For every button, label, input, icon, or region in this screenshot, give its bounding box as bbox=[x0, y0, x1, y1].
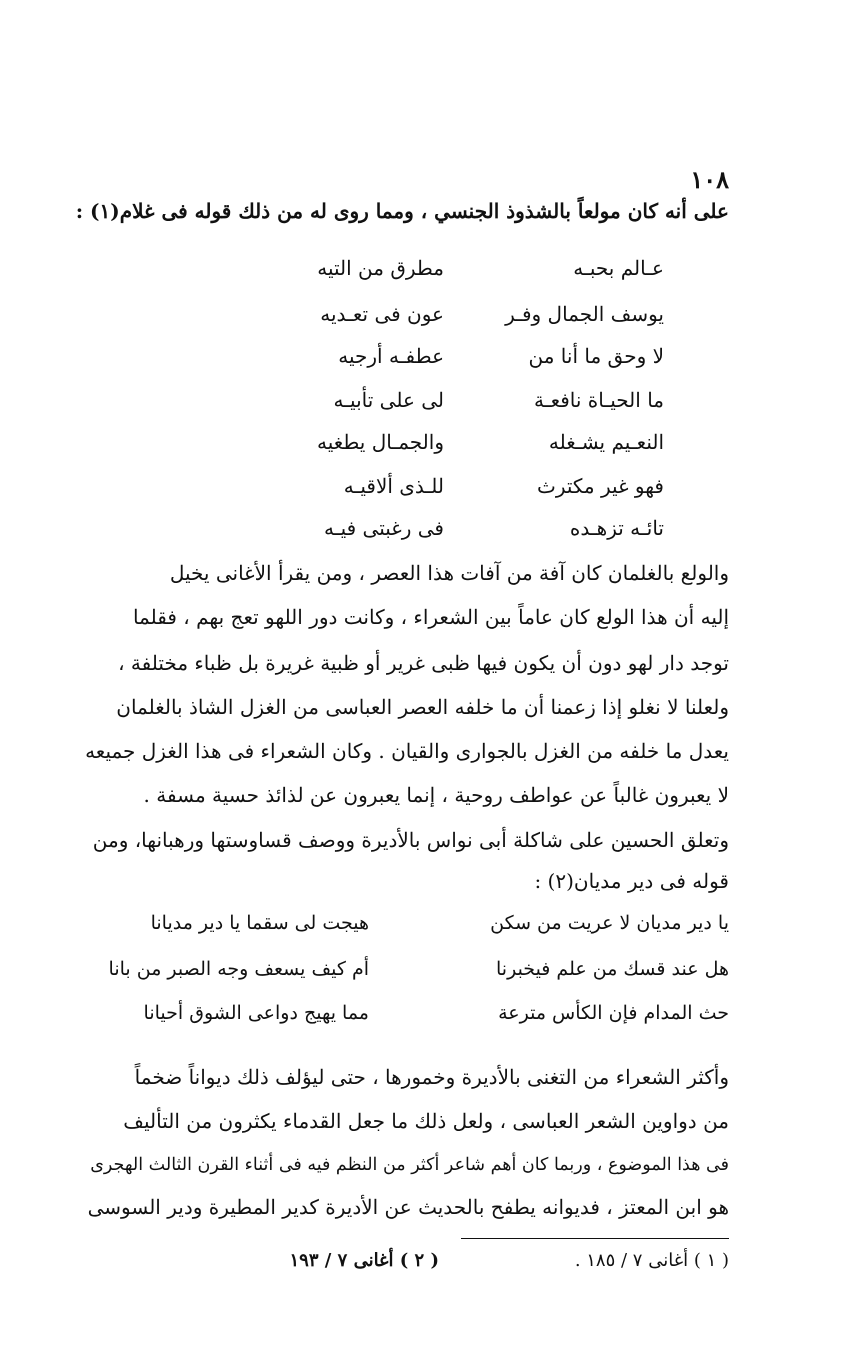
verse-second-hemistich: والجمـال يطغيه bbox=[316, 430, 444, 454]
verse bbox=[244, 516, 664, 552]
text-line: فى هذا الموضوع ، وربما كان أهم شاعر أكثر من النظم فيه فى أثناء القرن الثالث الهجرى bbox=[90, 1155, 729, 1175]
verse bbox=[69, 912, 729, 950]
verse-second-hemistich: عون فى تعـديه bbox=[320, 302, 444, 326]
verse-first-hemistich: ما الحيـاة نافعـة bbox=[534, 388, 664, 412]
verse-first-hemistich: عـالم بحبـه bbox=[573, 256, 664, 280]
verse-first-hemistich: لا وحق ما أنا من bbox=[528, 344, 664, 368]
intro-line: على أنه كان مولعاً بالشذوذ الجنسي ، ومما روى له من ذلك قوله فى غلام(١) : bbox=[75, 199, 729, 223]
text-line: والولع بالغلمان كان آفة من آفات هذا العصر ، ومن يقرأ الأغانى يخيل bbox=[169, 561, 729, 585]
verse-first-hemistich: حث المدام فإن الكأس مترعة bbox=[498, 1002, 729, 1024]
verse-second-hemistich: هيجت لى سقما يا دير مديانا bbox=[150, 912, 369, 934]
verse-second-hemistich: مما يهيج دواعى الشوق أحيانا bbox=[143, 1002, 369, 1024]
verse-second-hemistich: عطفـه أرجيه bbox=[338, 344, 444, 368]
verse-second-hemistich: أم كيف يسعف وجه الصبر من بانا bbox=[108, 958, 369, 980]
footnote-1: ( ١ ) أغانى ٧ / ١٨٥ . bbox=[574, 1250, 729, 1271]
verse bbox=[244, 302, 664, 338]
text-line: وأكثر الشعراء من التغنى بالأديرة وخمورها ، حتى ليؤلف ذلك ديواناً ضخماً bbox=[134, 1065, 729, 1089]
verse bbox=[244, 430, 664, 466]
verse-second-hemistich: مطرق من التيه bbox=[317, 256, 444, 280]
verse-first-hemistich: تائـه تزهـده bbox=[569, 516, 664, 540]
text-line: يعدل ما خلفه من الغزل بالجوارى والقيان . وكان الشعراء فى هذا الغزل جميعه bbox=[85, 739, 729, 763]
verse-first-hemistich: يا دير مديان لا عريت من سكن bbox=[490, 912, 729, 934]
text-line: ولعلنا لا نغلو إذا زعمنا أن ما خلفه العصر العباسى من الغزل الشاذ بالغلمان bbox=[116, 695, 729, 719]
verse-first-hemistich: فهو غير مكترث bbox=[536, 474, 664, 498]
verse-first-hemistich: هل عند قسك من علم فيخبرنا bbox=[496, 958, 729, 980]
footnote-rule bbox=[461, 1238, 729, 1239]
footnote-2: ( ٢ ) أغانى ٧ / ١٩٣ bbox=[289, 1250, 439, 1271]
verse bbox=[244, 344, 664, 380]
verse bbox=[69, 958, 729, 996]
text-line: وتعلق الحسين على شاكلة أبى نواس بالأديرة ووصف قساوستها ورهبانها، ومن bbox=[92, 828, 729, 852]
verse bbox=[244, 474, 664, 510]
verse bbox=[69, 1002, 729, 1040]
verse-second-hemistich: لى على تأبيـه bbox=[333, 388, 444, 412]
text-line: لا يعبرون غالباً عن عواطف روحية ، إنما يعبرون عن لذائذ حسية مسفة . bbox=[143, 783, 729, 807]
verse-second-hemistich: للـذى ألاقيـه bbox=[343, 474, 444, 498]
text-line: توجد دار لهو دون أن يكون فيها ظبى غرير أو ظبية غريرة بل ظباء مختلفة ، bbox=[118, 651, 729, 675]
text-line: من دواوين الشعر العباسى ، ولعل ذلك ما جعل القدماء يكثرون من التأليف bbox=[123, 1109, 729, 1133]
text-line: قوله فى دير مديان(٢) : bbox=[534, 869, 729, 893]
verse-second-hemistich: فى رغبتى فيـه bbox=[324, 516, 444, 540]
text-line: إليه أن هذا الولع كان عاماً بين الشعراء ، وكانت دور اللهو تعج بهم ، فقلما bbox=[132, 605, 729, 629]
text-line: هو ابن المعتز ، فديوانه يطفح بالحديث عن الأديرة كدير المطيرة ودير السوسى bbox=[87, 1195, 729, 1219]
verse bbox=[244, 388, 664, 424]
verse-first-hemistich: النعـيم يشـغله bbox=[548, 430, 664, 454]
page-number: ١٠٨ bbox=[690, 165, 729, 194]
verse-first-hemistich: يوسف الجمال وفـر bbox=[505, 302, 664, 326]
verse bbox=[244, 256, 664, 292]
